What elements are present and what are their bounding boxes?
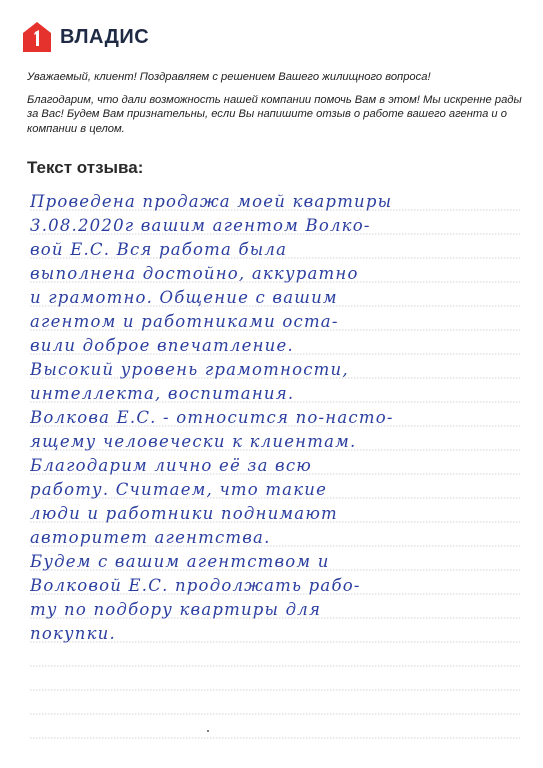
review-line: Благодарим лично её за всю (30, 456, 313, 475)
review-line: вили доброе впечатление. (30, 336, 294, 355)
review-line: вой Е.С. Вся работа была (30, 240, 288, 259)
review-line: Проведена продажа моей квартиры (30, 192, 393, 211)
review-line: интеллекта, воспитания. (30, 384, 295, 403)
review-line: авторитет агентства. (30, 528, 271, 547)
stray-dot (207, 730, 209, 732)
review-line: ящему человечески к клиентам. (30, 432, 357, 451)
review-line: и грамотно. Общение с вашим (30, 288, 338, 307)
greeting-line: Уважаемый, клиент! Поздравляем с решением Вашего жилищного вопроса! (27, 71, 431, 83)
review-title: Текст отзыва: (27, 158, 144, 177)
review-line: люди и работники поднимают (30, 504, 338, 523)
review-line: выполнена достойно, аккуратно (30, 264, 359, 283)
review-line: Волковой Е.С. продолжать рабо- (30, 576, 361, 595)
brand-name: ВЛАДИС (60, 25, 150, 48)
review-line: агентом и работниками оста- (30, 312, 339, 331)
review-line: покупки. (30, 624, 116, 643)
review-line: работу. Считаем, что такие (30, 480, 328, 499)
review-line: ту по подбору квартиры для (30, 600, 322, 619)
review-line: Высокий уровень грамотности, (30, 360, 349, 379)
review-line: Будем с вашим агентством и (30, 552, 330, 571)
review-line: 3.08.2020г вашим агентом Волко- (30, 216, 371, 235)
review-line: Волкова Е.С. - относится по-насто- (30, 408, 394, 427)
thanks-paragraph: Благодарим, что дали возможность нашей компании помочь Вам в этом! Мы искренне рады за Вас! Будем Вам признательны, если Вы напишите отзыв о работе вашего агента и о компании в целом. (27, 93, 522, 135)
